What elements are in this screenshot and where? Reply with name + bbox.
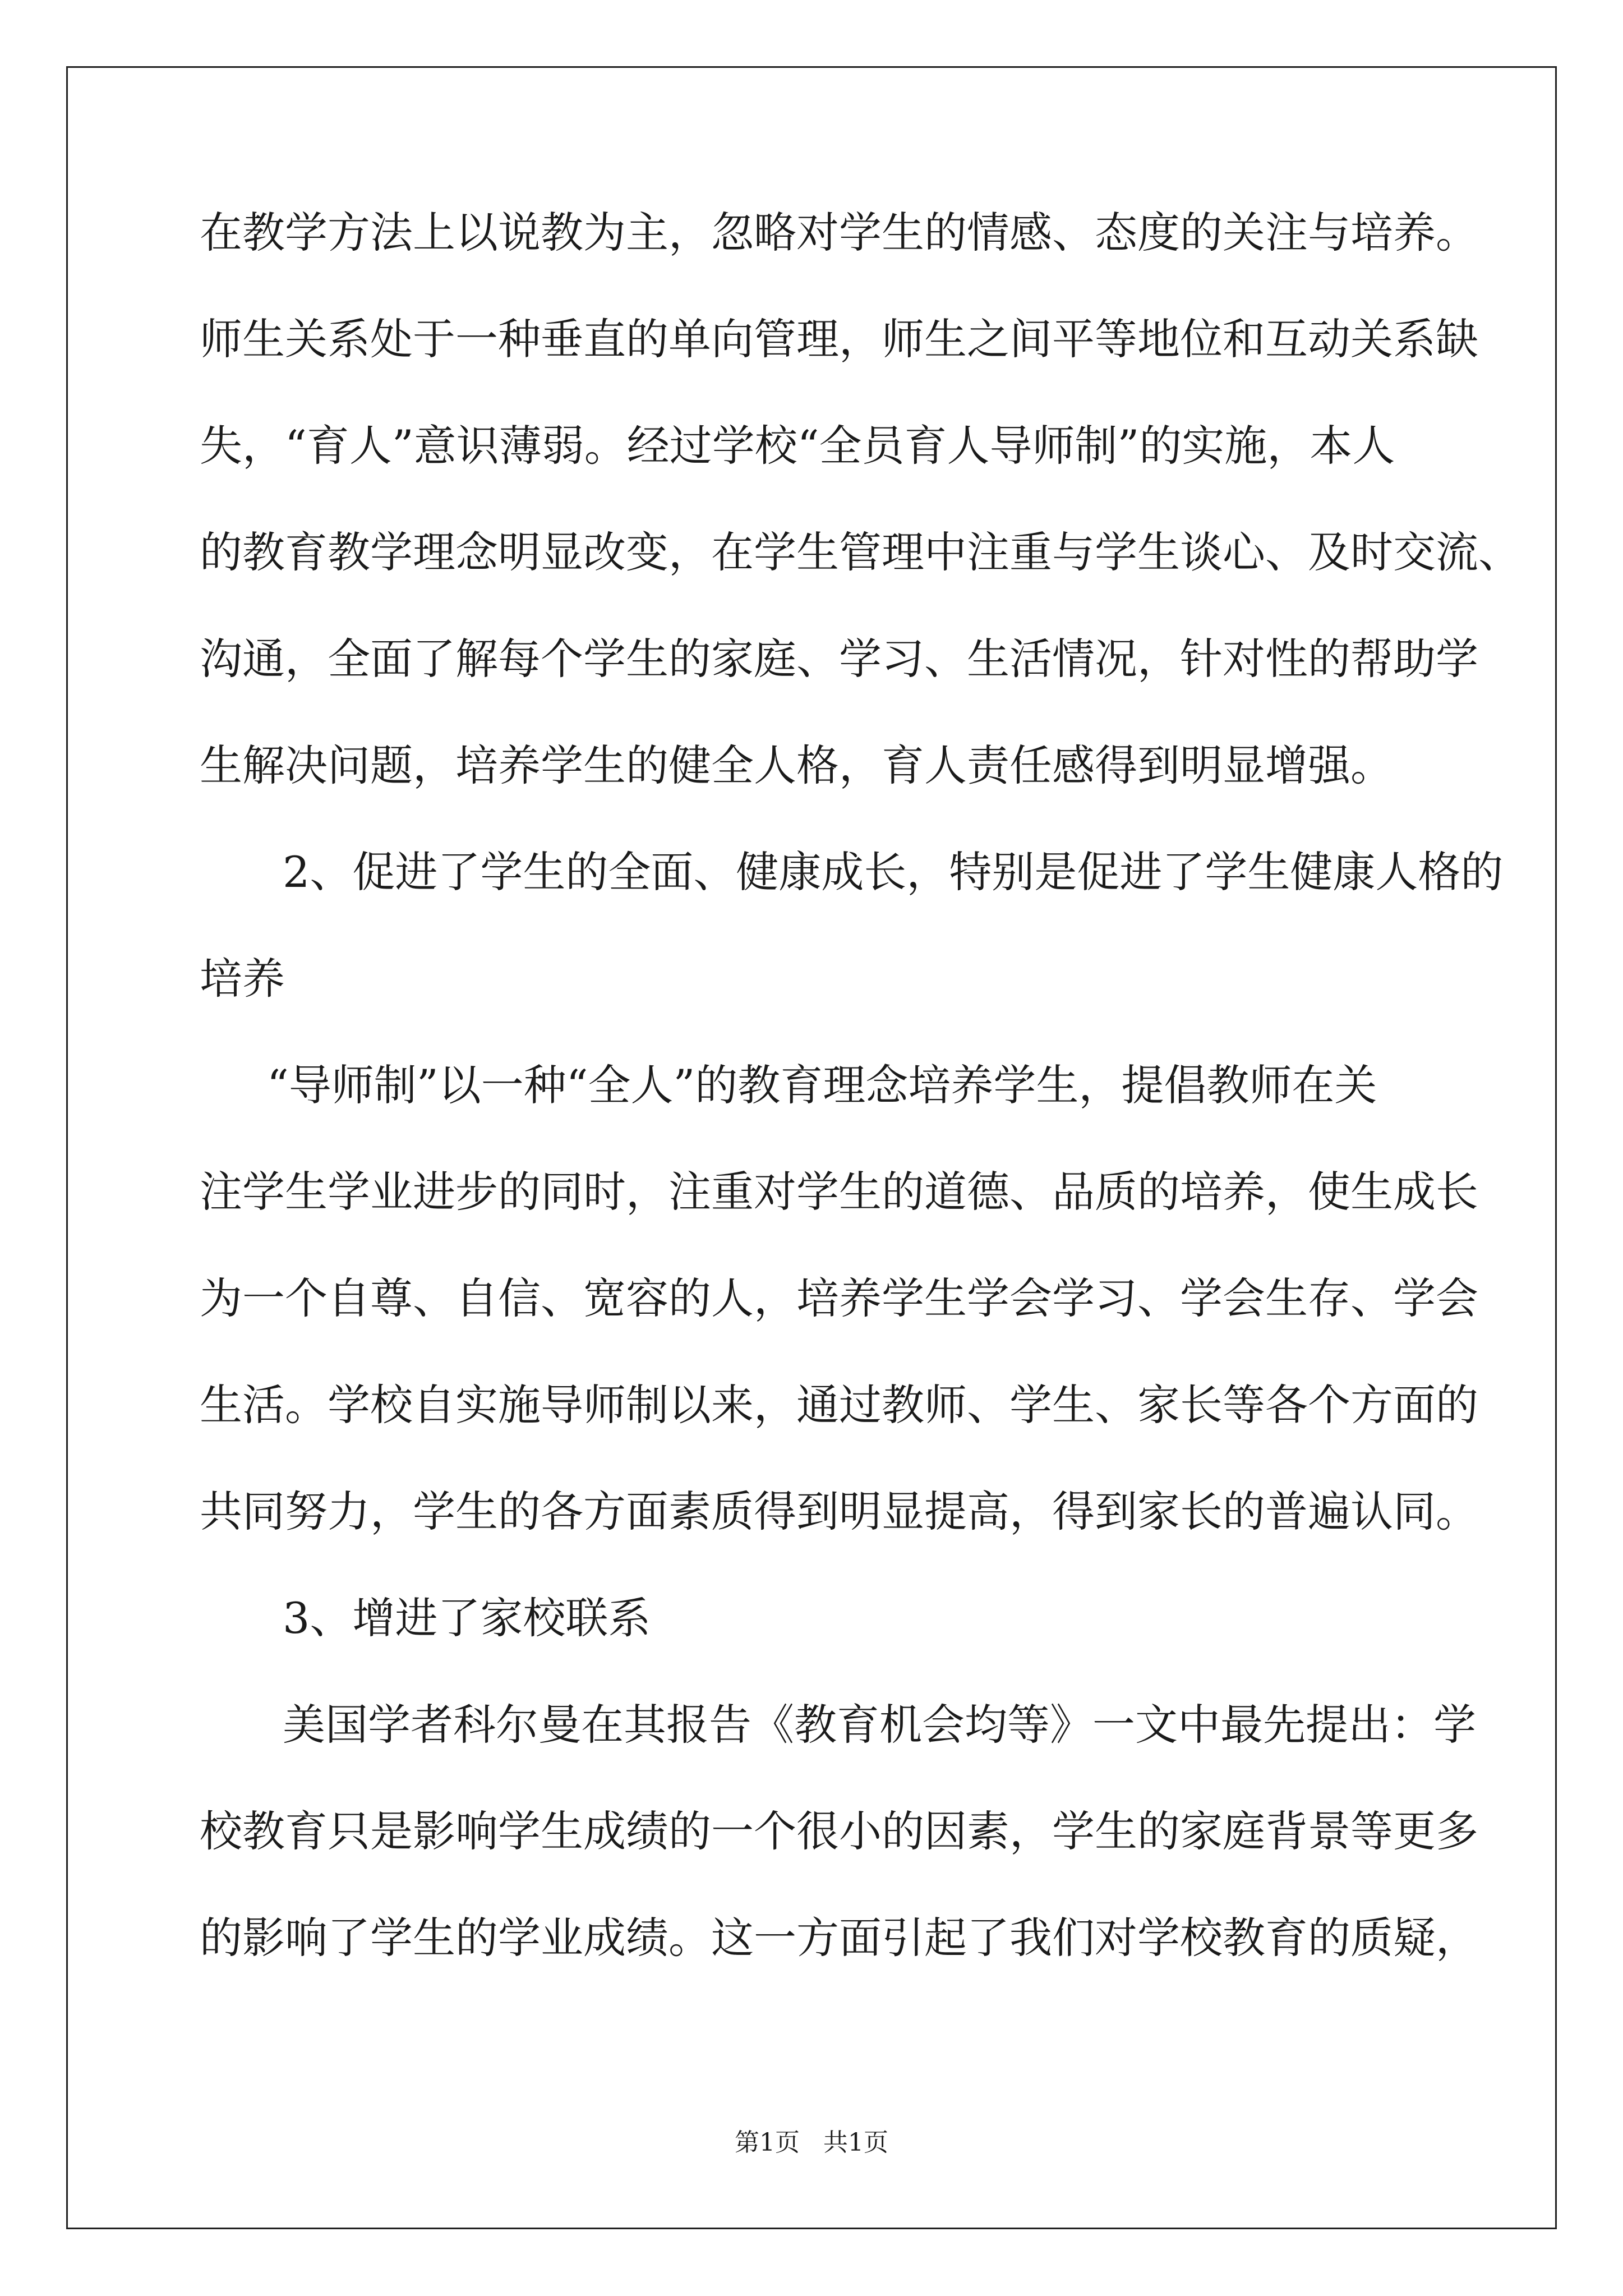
paragraph-start: 美国学者科尔曼在其报告《教育机会均等》一文中最先提出：学 <box>283 1700 1476 1750</box>
text-line: 培养 <box>200 954 285 1004</box>
text-line: 沟通，全面了解每个学生的家庭、学习、生活情况，针对性的帮助学 <box>200 634 1478 684</box>
text-line: 的影响了学生的学业成绩。这一方面引起了我们对学校教育的质疑， <box>200 1913 1478 1963</box>
section-heading-2: 2、促进了学生的全面、健康成长，特别是促进了学生健康人格的 <box>283 847 1504 897</box>
page-border <box>66 66 1557 2229</box>
text-line: 的教育教学理念明显改变，在学生管理中注重与学生谈心、及时交流、 <box>200 527 1521 577</box>
text-line: 在教学方法上以说教为主，忽略对学生的情感、态度的关注与培养。 <box>200 208 1478 257</box>
text-line: 生活。学校自实施导师制以来，通过教师、学生、家长等各个方面的 <box>200 1380 1478 1430</box>
page-footer: 第1页 共1页 <box>735 2128 888 2157</box>
text-line: 注学生学业进步的同时，注重对学生的道德、品质的培养，使生成长 <box>200 1167 1478 1217</box>
text-line: 失，“育人”意识薄弱。经过学校“全员育人导师制”的实施，本人 <box>200 421 1395 471</box>
text-line: 师生关系处于一种垂直的单向管理，师生之间平等地位和互动关系缺 <box>200 314 1478 364</box>
text-line: 校教育只是影响学生成绩的一个很小的因素，学生的家庭背景等更多 <box>200 1806 1478 1856</box>
text-line: 共同努力，学生的各方面素质得到明显提高，得到家长的普遍认同。 <box>200 1487 1478 1536</box>
paragraph-start: “导师制”以一种“全人”的教育理念培养学生，提倡教师在关 <box>267 1060 1377 1110</box>
text-line: 为一个自尊、自信、宽容的人，培养学生学会学习、学会生存、学会 <box>200 1273 1478 1323</box>
section-heading-3: 3、增进了家校联系 <box>283 1593 651 1643</box>
text-line: 生解决问题，培养学生的健全人格，育人责任感得到明显增强。 <box>200 740 1393 790</box>
